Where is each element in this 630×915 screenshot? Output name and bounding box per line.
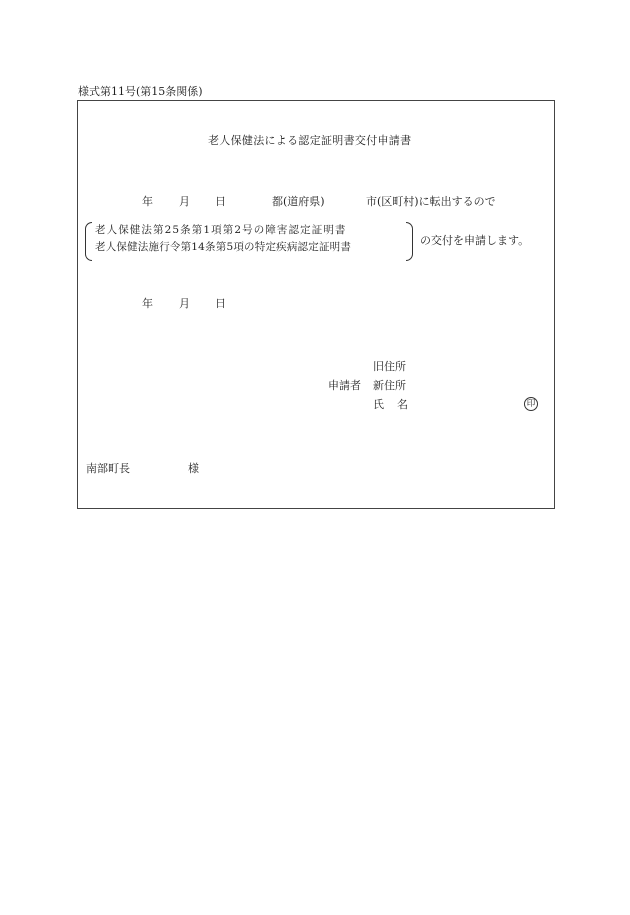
- name-label: 氏名: [373, 398, 421, 411]
- seal-icon: 印: [524, 397, 538, 411]
- right-brace: [406, 222, 413, 261]
- addressee-honorific: 様: [188, 462, 199, 475]
- date-year-label: 年: [142, 195, 153, 208]
- old-address-label: 旧住所: [373, 360, 406, 373]
- apply-statement: の交付を申請します。: [420, 234, 530, 247]
- date-year-label: 年: [142, 297, 153, 310]
- date-day-label: 日: [215, 297, 226, 310]
- date-day-label: 日: [215, 195, 226, 208]
- certificate-option-disability: 老人保健法第25条第1項第2号の障害認定証明書: [95, 224, 347, 236]
- form-number-label: 様式第11号(第15条関係): [78, 85, 203, 98]
- addressee-name: 南部町長: [86, 462, 130, 475]
- certificate-option-specific-disease: 老人保健法施行令第14条第5項の特定疾病認定証明書: [95, 241, 352, 253]
- applicant-label: 申請者: [328, 379, 361, 392]
- date-month-label: 月: [179, 195, 190, 208]
- left-brace: [85, 222, 92, 261]
- date-month-label: 月: [179, 297, 190, 310]
- prefecture-label: 都(道府県): [272, 195, 325, 208]
- city-transfer-text: 市(区町村)に転出するので: [366, 195, 496, 208]
- document-title: 老人保健法による認定証明書交付申請書: [208, 134, 412, 147]
- new-address-label: 新住所: [373, 379, 406, 392]
